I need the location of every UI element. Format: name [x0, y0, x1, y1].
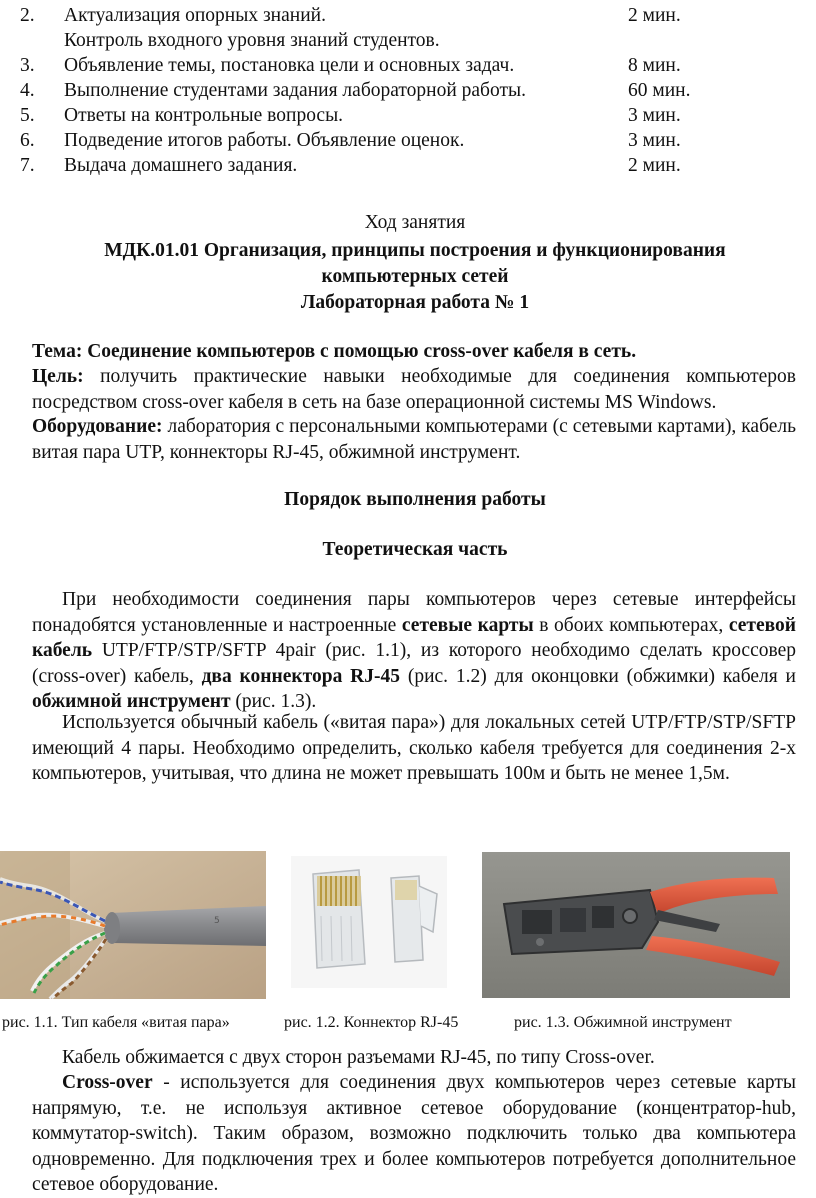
- goal-label: Цель:: [32, 366, 84, 387]
- cross-over-label: Cross-over: [62, 1072, 153, 1093]
- goal-paragraph: [32, 364, 796, 415]
- course-flow-heading: Ход занятия: [364, 212, 466, 233]
- topic-label: Тема:: [32, 341, 83, 362]
- theory-text: (рис. 1.2) для оконцовки (обжимки) кабеля и: [400, 665, 796, 687]
- svg-text:5: 5: [214, 916, 220, 926]
- plan-item-number: 5.: [20, 105, 35, 126]
- plan-item: [20, 103, 780, 128]
- topic-text: Соединение компьютеров с помощью cross-over кабеля в сеть.: [87, 341, 637, 362]
- plan-item-time: 2 мин.: [628, 5, 681, 26]
- equipment-paragraph: [32, 414, 796, 465]
- theory-bold-term: сетевой кабель: [32, 614, 796, 661]
- goal-text: получить практические навыки необходимые для соединения компьютеров посредством cross-over кабеля в сеть на базе операционной системы MS Windows.: [32, 366, 797, 413]
- figure-caption-3: рис. 1.3. Обжимной инструмент: [514, 1014, 732, 1031]
- module-title-line2: компьютерных сетей: [321, 266, 509, 287]
- plan-item-text: Контроль входного уровня знаний студентов.: [64, 30, 440, 51]
- lab-title: Лабораторная работа № 1: [300, 292, 530, 313]
- cable-photo: [0, 851, 266, 999]
- equipment-text: лаборатория с персональными компьютерами (с сетевыми картами), кабель витая пара UTP, коннекторы RJ-45, обжимной инструмент.: [32, 416, 797, 463]
- rj45-connector-image: [291, 856, 447, 988]
- theory-bold-term: два коннектора RJ-45: [201, 665, 400, 687]
- theory-text: в обоих компьютерах,: [533, 614, 729, 636]
- theory-text: (рис. 1.3).: [230, 691, 317, 712]
- plan-item-number: 4.: [20, 80, 35, 101]
- crimper-photo: [482, 852, 790, 998]
- plan-item-time: 60 мин.: [628, 80, 691, 101]
- plan-item: [20, 53, 780, 78]
- plan-item: [20, 78, 780, 103]
- plan-item-time: 3 мин.: [628, 130, 681, 151]
- plan-item-time: 3 мин.: [628, 105, 681, 126]
- theory-bold-term: обжимной инструмент: [32, 691, 231, 712]
- equipment-label: Оборудование:: [32, 416, 163, 437]
- plan-item-number: 2.: [20, 5, 35, 26]
- plan-item-text: Подведение итогов работы. Объявление оценок.: [64, 130, 465, 151]
- theory-bold-term: сетевые карты: [401, 614, 534, 636]
- plan-item-number: 3.: [20, 55, 35, 76]
- plan-item: [20, 153, 780, 178]
- theory-paragraph-1: [32, 587, 796, 715]
- plan-item: [20, 128, 780, 153]
- cross-over-text: - используется для соединения двух компьютеров через сетевые карты напрямую, т.е. не используя активное сетевое оборудование (концентратор-hub, коммутатор-switch). Таким образом, возможно подключить только два компьютера одновременно. Для подключения трех и более компьютеров потребуется дополнительное сетевое оборудование.: [32, 1072, 796, 1195]
- plan-item-time: 8 мин.: [628, 55, 681, 76]
- plan-item-text: Объявление темы, постановка цели и основных задач.: [64, 55, 515, 76]
- lesson-plan-list: [20, 3, 780, 178]
- cross-over-paragraph: [32, 1070, 796, 1198]
- plan-item-number: 6.: [20, 130, 35, 151]
- plan-item-text: Выполнение студентами задания лабораторной работы.: [64, 80, 526, 101]
- plan-item-text: Выдача домашнего задания.: [64, 155, 298, 176]
- plan-item-text: Ответы на контрольные вопросы.: [64, 105, 344, 126]
- figure-caption-2: рис. 1.2. Коннектор RJ-45: [284, 1014, 459, 1031]
- section-theory-heading: Теоретическая часть: [322, 539, 508, 560]
- connector-photo: [291, 856, 447, 988]
- section-order-heading: Порядок выполнения работы: [284, 489, 546, 510]
- plan-item-continuation: [20, 28, 780, 53]
- theory-paragraph-2: Используется обычный кабель («витая пара») для локальных сетей UTP/FTP/STP/SFTP имеющий 4 пары. Необходимо определить, сколько кабеля требуется для соединения 2-х компьютеров, учитывая, что длина не может превышать 100м и быть не менее 1,5м.: [32, 712, 796, 784]
- figure-caption-1: рис. 1.1. Тип кабеля «витая пара»: [2, 1014, 230, 1031]
- module-title-line1: МДК.01.01 Организация, принципы построения и функционирования: [104, 240, 726, 261]
- plan-item: [20, 3, 780, 28]
- topic-line: [32, 339, 796, 365]
- twisted-pair-cable-image: [0, 851, 266, 999]
- theory-text: При необходимости соединения пары компьютеров через сетевые интерфейсы понадобятся установленные и настроенные: [32, 589, 796, 636]
- plan-item-text: Актуализация опорных знаний.: [64, 5, 326, 26]
- crimp-paragraph: Кабель обжимается с двух сторон разъемами RJ-45, по типу Cross-over.: [62, 1047, 655, 1068]
- crimping-tool-image: [482, 852, 790, 998]
- theory-text: UTP/FTP/STP/SFTP 4pair (рис. 1.1), из которого необходимо сделать кроссовер (cross-over) кабель,: [32, 640, 796, 687]
- plan-item-number: 7.: [20, 155, 35, 176]
- plan-item-time: 2 мин.: [628, 155, 681, 176]
